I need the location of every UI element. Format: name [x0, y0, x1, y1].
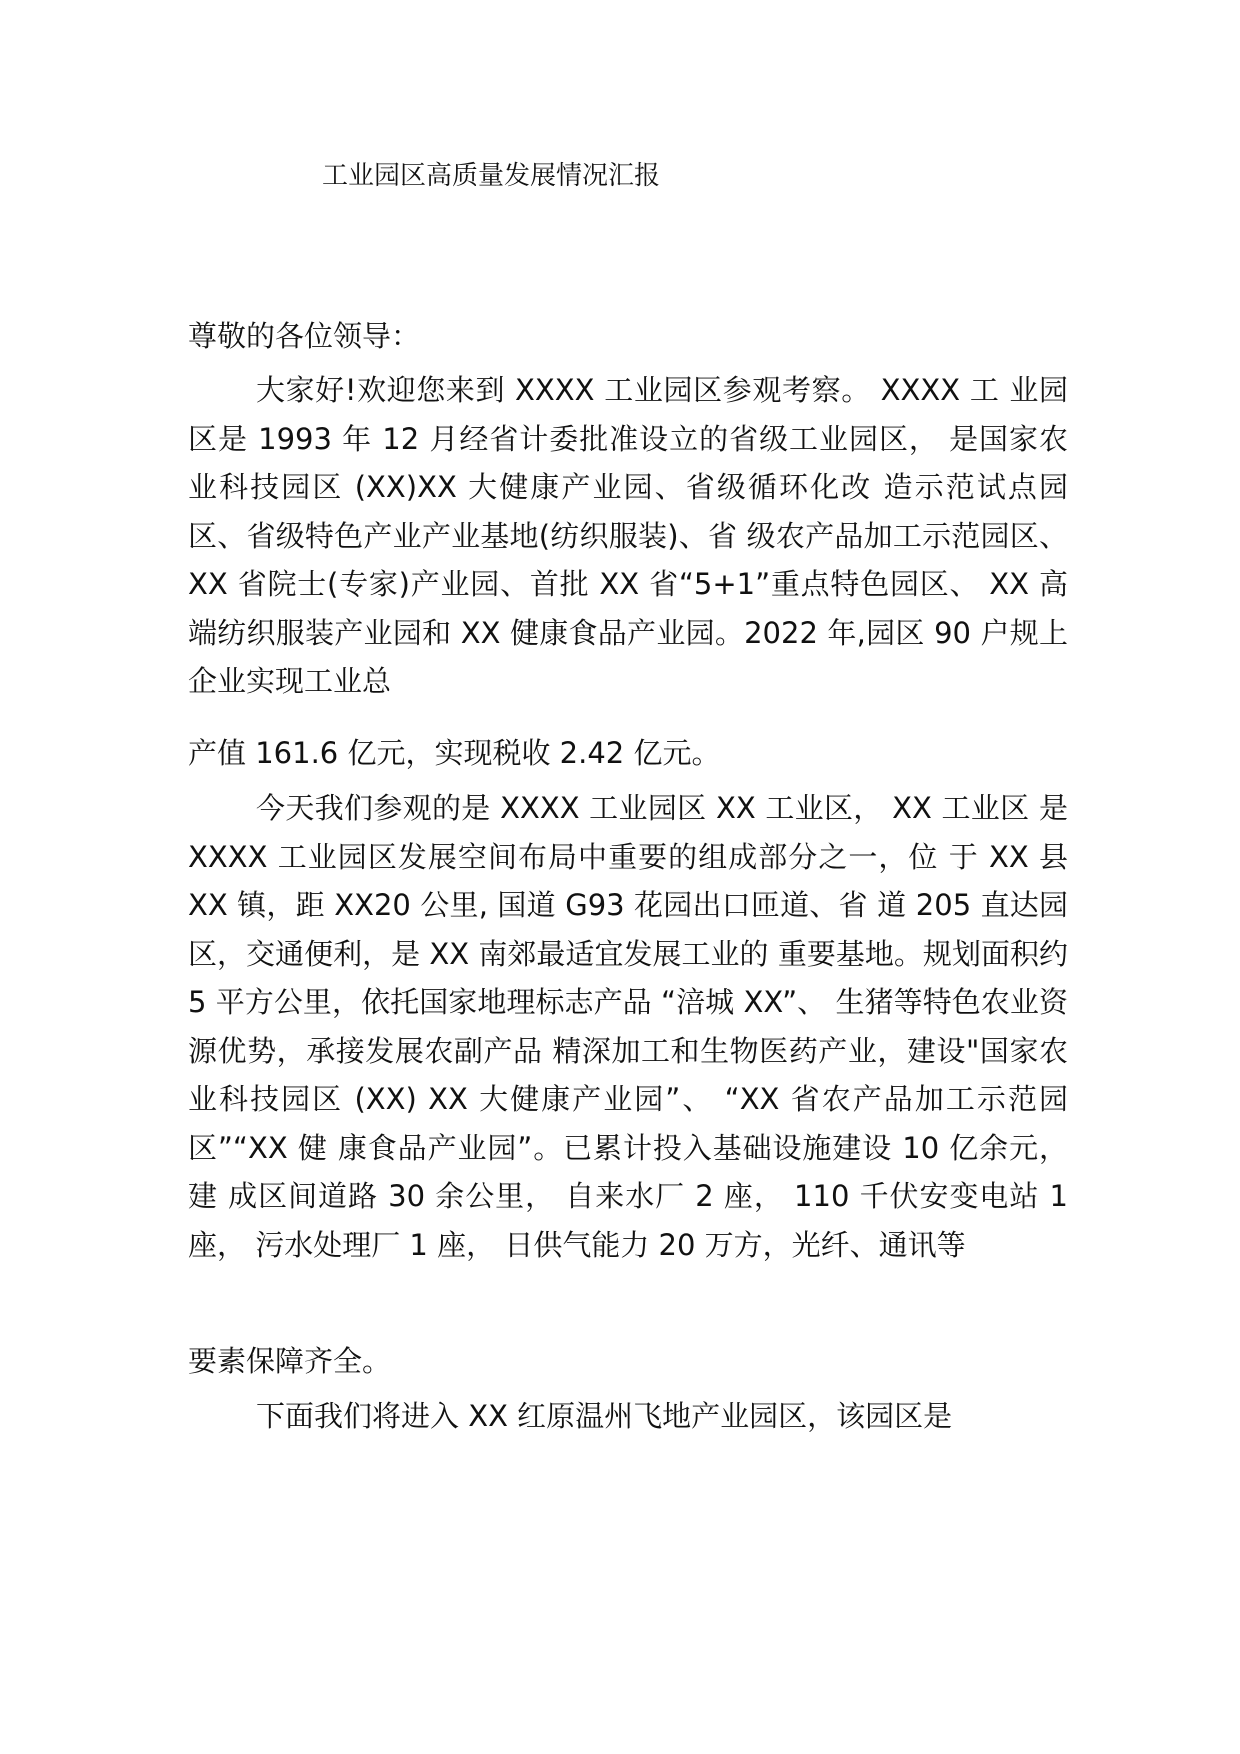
- page-title: 工业园区高质量发展情况汇报: [322, 161, 661, 191]
- salutation: 尊敬的各位领导：: [188, 319, 421, 353]
- paragraph-industrial-zone: 今天我们参观的是 XXXX 工业园区 XX 工业区， XX 工业区 是 XXXX 工业园区发展空间布局中重要的组成部分之一，位 于 XX 县 XX 镇，距 XX20 公里, 国道 G93 花园出口匝道、省 道 205 直达园区，交通便利，是 XX 南郊最适宜发展工业的 重要基地。规划面积约 5 平方公里，依托国家地理标志产品 “涪城 XX”、 生猪等特色农业资源优势，承接发展农副产品 精深加工和生物医药产业，建设"国家农业科技园区 (XX) XX 大健康产业园”、 “XX 省农产品加工示范园区”“XX 健 康食品产业园”。已累计投入基础设施建设 10 亿余元，建 成区间道路 30 余公里， 自来水厂 2 座， 110 千伏安变电站 1 座， 污水处理厂 1 座， 日供气能力 20 万方，光纤、通讯等: [188, 791, 1068, 1262]
- paragraph-intro: 大家好!欢迎您来到 XXXX 工业园区参观考察。 XXXX 工 业园区是 1993 年 12 月经省计委批准设立的省级工业园区， 是国家农业科技园区 (XX)XX 大健康产业园、省级循环化改 造示范试点园区、省级特色产业产业基地(纺织服装)、省 级农产品加工示范园区、 XX 省院士(专家)产业园、首批 XX 省“5+1”重点特色园区、 XX 高端纺织服装产业园和 XX 健康食品产业园。2022 年,园区 90 户规上企业实现工业总: [188, 373, 1068, 698]
- paragraph-industrial-zone-continued: 要素保障齐全。: [188, 1344, 392, 1378]
- paragraph-next-park: 下面我们将进入 XX 红原温州飞地产业园区，该园区是: [256, 1399, 953, 1433]
- paragraph-intro-continued: 产值 161.6 亿元，实现税收 2.42 亿元。: [188, 736, 721, 770]
